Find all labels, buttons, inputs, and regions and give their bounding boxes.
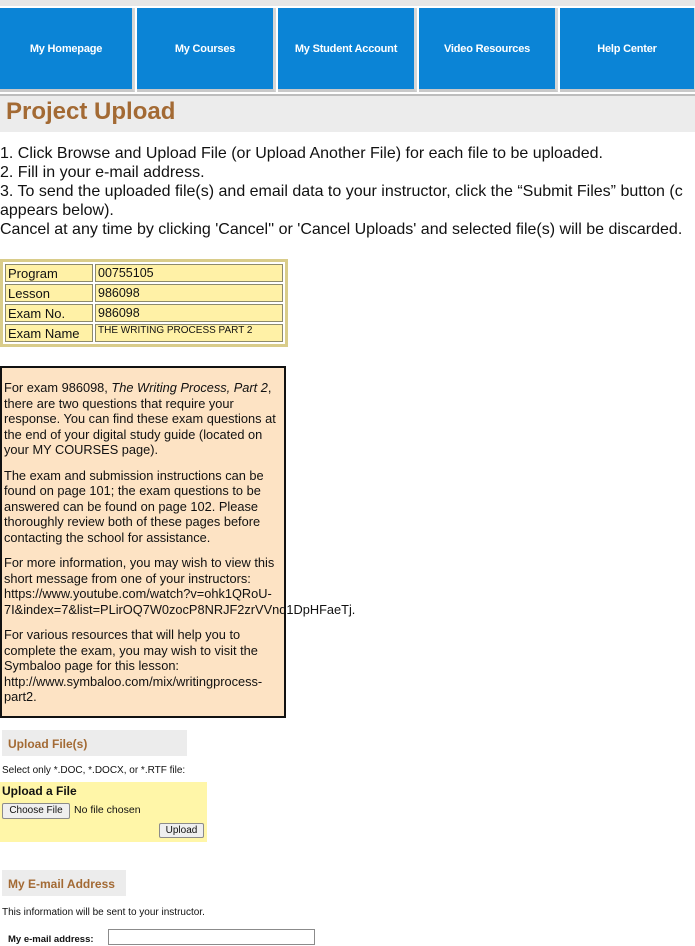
- choose-file-button[interactable]: Choose File: [2, 803, 70, 819]
- exam-no-value: 986098: [95, 304, 283, 322]
- exam-no-label: Exam No.: [5, 304, 93, 322]
- youtube-link[interactable]: https://www.youtube.com/watch?v=ohk1QRoU-: [4, 586, 272, 601]
- exam-name-label: Exam Name: [5, 324, 93, 342]
- instruction-line-4: appears below).: [0, 202, 114, 219]
- exam-info-table: [0, 259, 288, 347]
- program-value: 00755105: [95, 264, 283, 282]
- notice-paragraph-2: The exam and submission instructions can be found on page 101; the exam questions to be answered can be found on page 102. Please thoroughly review both of these pages before contacting the school for assistance.: [4, 467, 264, 545]
- nav-help-center[interactable]: [560, 8, 695, 92]
- top-strip: [0, 0, 695, 6]
- upload-section-heading: Upload File(s): [2, 730, 187, 756]
- email-note: This information will be sent to your instructor.: [2, 907, 205, 918]
- main-nav: [0, 8, 695, 92]
- no-file-chosen-text: No file chosen: [74, 804, 141, 816]
- nav-video-resources[interactable]: [419, 8, 558, 92]
- nav-label: My Courses: [174, 42, 236, 55]
- nav-my-courses[interactable]: [137, 8, 276, 92]
- lesson-value: 986098: [95, 284, 283, 302]
- instruction-line-3: 3. To send the uploaded file(s) and email data to your instructor, click the “Submit Files” button (c: [0, 183, 683, 200]
- nav-label: My Student Account: [294, 42, 398, 55]
- nav-my-student-account[interactable]: [278, 8, 417, 92]
- email-label: My e-mail address:: [8, 934, 94, 945]
- file-types-note: Select only *.DOC, *.DOCX, or *.RTF file:: [2, 765, 186, 776]
- nav-label: My Homepage: [29, 42, 103, 55]
- exam-notice-box: [0, 366, 356, 718]
- lesson-label: Lesson: [5, 284, 93, 302]
- program-label: Program: [5, 264, 93, 282]
- nav-my-homepage[interactable]: [0, 8, 135, 92]
- notice-p1-suffix: , there are two questions that require your response. You can find these exam questions at the end of your digital study guide (located on your MY COURSES page).: [4, 380, 276, 457]
- instruction-line-2: 2. Fill in your e-mail address.: [0, 164, 205, 181]
- exam-name-value: THE WRITING PROCESS PART 2: [95, 324, 283, 342]
- symbaloo-link[interactable]: http://www.symbaloo.com/mix/writingprocess-part2.: [4, 673, 263, 704]
- table-row: [5, 304, 283, 322]
- nav-label: Video Resources: [443, 42, 531, 55]
- table-row: [5, 284, 283, 302]
- table-row: [5, 324, 283, 342]
- notice-paragraph-4: [4, 627, 282, 705]
- notice-p1-prefix: For exam 986098,: [4, 380, 112, 395]
- notice-p3-text: For more information, you may wish to view this short message from one of your instructors:: [4, 555, 275, 586]
- notice-p4-text: For various resources that will help you to complete the exam, you may wish to visit the Symbaloo page for this lesson:: [4, 627, 258, 673]
- nav-label: Help Center: [597, 42, 657, 55]
- notice-exam-title: The Writing Process, Part 2: [111, 380, 268, 395]
- table-row: [5, 264, 283, 282]
- youtube-link-continued[interactable]: 7I&index=7&list=PLirOQ7W0zocP8NRJF2zrVVnd1DpHFaeTj.: [4, 601, 356, 617]
- upload-button[interactable]: Upload: [159, 823, 204, 838]
- instruction-line-1: 1. Click Browse and Upload File (or Upload Another File) for each file to be uploaded.: [0, 145, 603, 162]
- notice-paragraph-1: [4, 380, 282, 458]
- upload-box-title: Upload a File: [2, 784, 77, 798]
- instructions: [0, 144, 695, 239]
- email-section-heading: My E-mail Address: [2, 870, 126, 896]
- upload-file-box: [0, 782, 207, 842]
- email-input[interactable]: [108, 929, 315, 945]
- page-title-bar: [0, 94, 695, 132]
- page-title: Project Upload: [6, 98, 176, 125]
- notice-paragraph-3: [4, 555, 356, 617]
- instruction-line-5: Cancel at any time by clicking 'Cancel'' or 'Cancel Uploads' and selected file(s) will be discarded.: [0, 221, 683, 238]
